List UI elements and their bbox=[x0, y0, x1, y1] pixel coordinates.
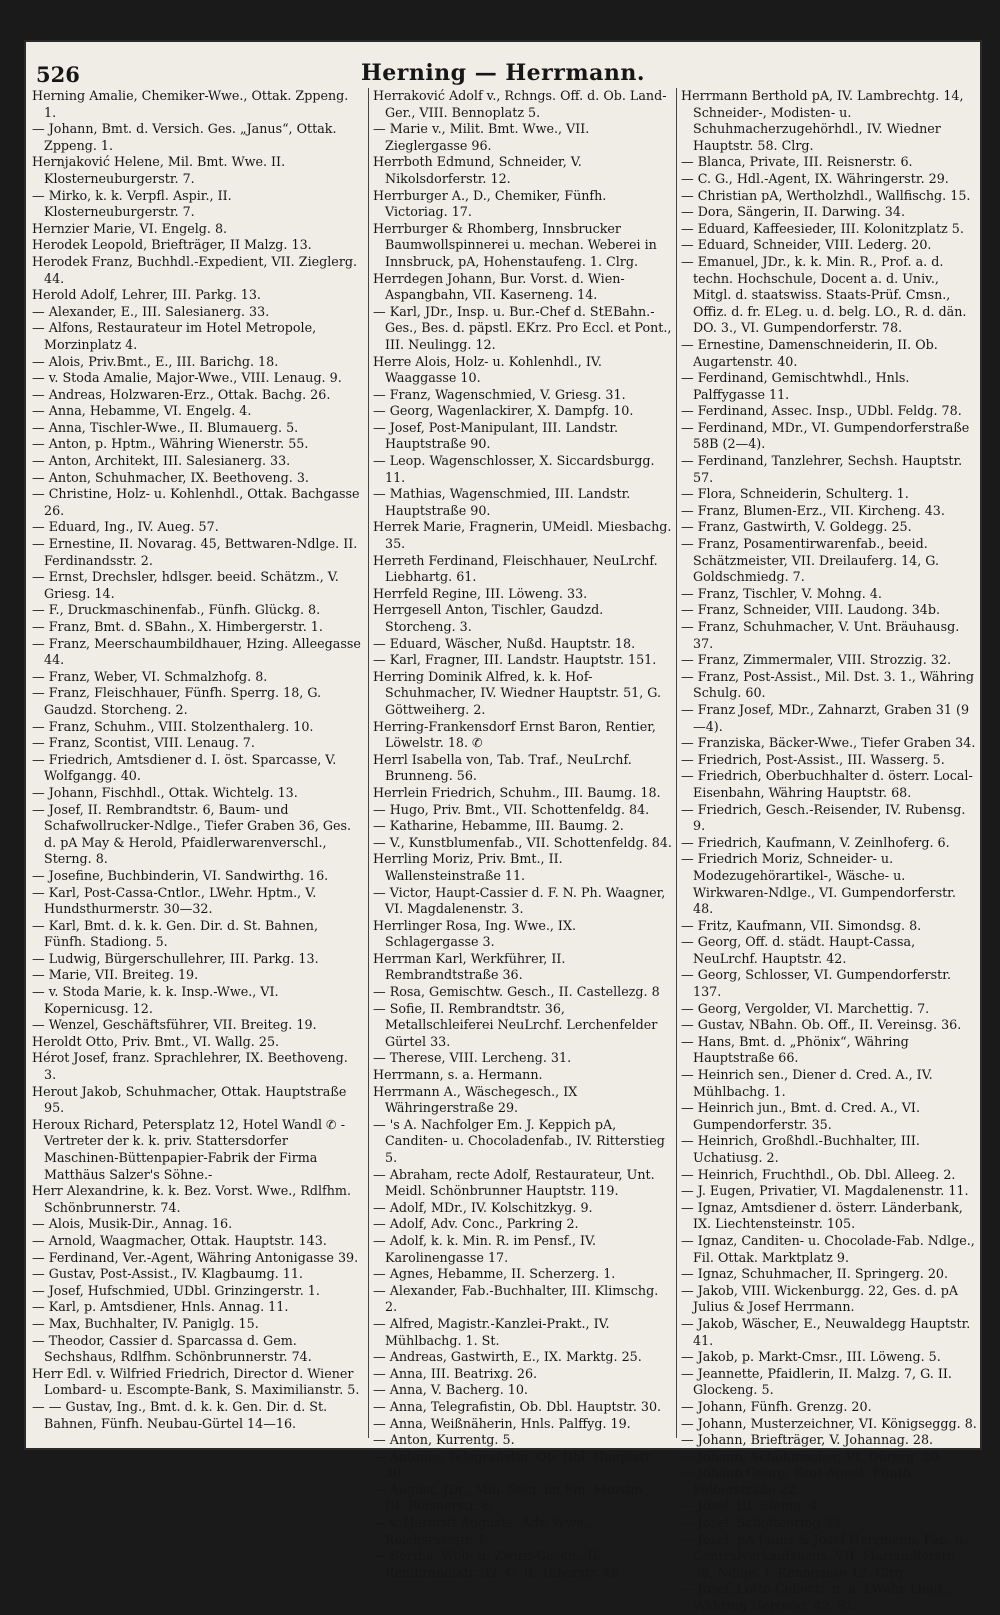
directory-entry: — v. Stoda Marie, k. k. Insp.-Wwe., VI. Kopernicusg. 12. bbox=[32, 984, 279, 1016]
directory-entry: — Anna, Hebamme, VI. Engelg. 4. bbox=[32, 403, 252, 419]
directory-entry: — Karl, JDr., Insp. u. Bur.-Chef d. StEBahn.-Ges., Bes. d. päpstl. EKrz. Pro Eccl. et Pont., III. Neulingg. 12. bbox=[373, 303, 672, 352]
directory-entry: — Karl, Post-Cassa-Cntlor., LWehr. Hptm., V. Hundsthurmerstr. 30—32. bbox=[32, 884, 317, 917]
directory-entry: — Jakob, p. Markt-Cmsr., III. Löweng. 5. bbox=[681, 1349, 941, 1365]
directory-entry: — Christian pA, Wertholzhdl., Wallfischg. 15. bbox=[681, 187, 971, 203]
directory-entry: — Hugo, Priv. Bmt., VII. Schottenfeldg. 84. bbox=[373, 801, 650, 817]
directory-entry: — Franziska, Bäcker-Wwe., Tiefer Graben 34. bbox=[681, 735, 976, 751]
directory-entry: — Johann, Fünfh. Grenzg. 20. bbox=[681, 1398, 872, 1414]
directory-entry: — Josefine, Buchbinderin, VI. Sandwirthg. 16. bbox=[32, 867, 329, 883]
directory-entry: — Ernestine, Damenschneiderin, II. Ob. Augartenstr. 40. bbox=[681, 336, 938, 369]
directory-entry: — Ernestine, II. Novarag. 45, Bettwaren-Ndlge. II. Ferdinandsstr. 2. bbox=[32, 536, 358, 568]
directory-entry: — Ludwig, Bürgerschullehrer, III. Parkg. 13. bbox=[32, 950, 319, 966]
page-title: Herning — Herrmann. bbox=[360, 60, 646, 86]
directory-entry: Heroux Richard, Petersplatz 12, Hotel Wandl ✆ -Vertreter der k. k. priv. Stattersdorfer Maschinen-Büttenpapier-Fabrik der Firma Matthäus Salzer's Söhne.- bbox=[32, 1116, 346, 1182]
directory-entry: — Franz, Weber, VI. Schmalzhofg. 8. bbox=[32, 668, 268, 684]
directory-entry: — Adolf, MDr., IV. Kolschitzkyg. 9. bbox=[373, 1199, 593, 1215]
directory-entry: Herrgesell Anton, Tischler, Gaudzd. Storcheng. 3. bbox=[373, 602, 604, 634]
directory-entry: — Franz, Posamentirwarenfab., beeid. Schätzmeister, VII. Dreilauferg. 14, G. Goldschmiedg. 7. bbox=[681, 536, 939, 585]
directory-entry: — Georg, Wagenlackirer, X. Dampfg. 10. bbox=[373, 403, 634, 419]
directory-entry: — Friedrich, Oberbuchhalter d. österr. Local-Eisenbahn, Währing Hauptstr. 68. bbox=[681, 768, 973, 800]
directory-entry: — Gustav, NBahn. Ob. Off., II. Vereinsg. 36. bbox=[681, 1017, 962, 1033]
directory-entry: — Franz, Bmt. d. SBahn., X. Himbergerstr. 1. bbox=[32, 619, 323, 634]
directory-entry: — Johann, Bmt. d. Versich. Ges. „Janus“, Ottak. Zppeng. 1. bbox=[32, 121, 337, 153]
directory-entry: Herring-Frankensdorf Ernst Baron, Rentier, Löwelstr. 18. ✆ bbox=[373, 718, 656, 751]
directory-entry: Herreth Ferdinand, Fleischhauer, NeuLrchf. Liebhartg. 61. bbox=[373, 552, 658, 585]
directory-entry: — Eduard, Ing., IV. Aueg. 57. bbox=[32, 519, 219, 535]
directory-entry: — Johann, Schuhmacher, VI. Dürerg. 20. bbox=[681, 1448, 943, 1464]
directory-entry: — Max, Buchhalter, IV. Paniglg. 15. bbox=[32, 1315, 259, 1331]
directory-entry: — Fritz, Kaufmann, VII. Simondsg. 8. bbox=[681, 917, 922, 933]
directory-entry: — V., Kunstblumenfab., VII. Schottenfeldg. 84. bbox=[373, 834, 672, 850]
directory-entry: Herout Jakob, Schuhmacher, Ottak. Hauptstraße 95. bbox=[32, 1083, 347, 1116]
directory-entry: — Heinrich jun., Bmt. d. Cred. A., VI. Gumpendorferstr. 35. bbox=[681, 1100, 920, 1132]
directory-entry: — Ferdinand, Tanzlehrer, Sechsh. Hauptstr. 57. bbox=[681, 453, 963, 485]
directory-entry: — Josef, pA Julius & Josef Herrmann, Fab. u. Centralverkaufshaus, VII. Mariahilferstr. 36, Ndlge. I. Renngasse 12. Clrg. bbox=[681, 1531, 968, 1580]
directory-entry: — Eduard, Schneider, VIII. Lederg. 20. bbox=[681, 237, 932, 253]
directory-entry: — J. Eugen, Privatier, VI. Magdalenenstr. 11. bbox=[681, 1183, 969, 1199]
directory-entry: Herrman Karl, Werkführer, II. Rembrandtstraße 36. bbox=[373, 950, 566, 983]
directory-entry: — Ferdinand, MDr., VI. Gumpendorferstraße 58B (2—4). bbox=[681, 419, 970, 452]
directory-entry: — Heinrich, Fruchthdl., Ob. Dbl. Alleeg. 2. bbox=[681, 1166, 956, 1182]
directory-entry: Herraković Adolf v., Rchngs. Off. d. Ob. Land-Ger., VIII. Bennoplatz 5. bbox=[373, 88, 667, 120]
directory-entry: — Johann, Briefträger, V. Johannag. 28. bbox=[681, 1432, 934, 1448]
directory-entry: Herrlinger Rosa, Ing. Wwe., IX. Schlagergasse 3. bbox=[373, 917, 577, 950]
directory-entry: — Franz, Tischler, V. Mohng. 4. bbox=[681, 585, 882, 601]
directory-entry: — August, JDr., Min. Secr. im Fin. Minstm., III. Reisnerstr. 6. bbox=[373, 1481, 651, 1514]
directory-entry: — Anton, Architekt, III. Salesianerg. 33. bbox=[32, 453, 291, 469]
directory-entry: Herrmann, s. a. Hermann. bbox=[373, 1067, 543, 1083]
directory-entry: — v. Hernritt Auguste, Adv. Wwe., Reichsratsstr. 1. bbox=[373, 1515, 592, 1547]
directory-entry: — Emanuel, JDr., k. k. Min. R., Prof. a. d. techn. Hochschule, Docent a. d. Univ., Mitgl. d. staatswiss. Staats-Prüf. Cmsn., Offiz. d. fr. ELeg. u. d. belg. LO., R. d. dän. DO. 3., VI. Gumpendorferstr. 78. bbox=[681, 253, 967, 336]
directory-entry: — Adolf, k. k. Min. R. im Pensf., IV. Karolinengasse 17. bbox=[373, 1232, 597, 1265]
directory-entry: — v. Stoda Amalie, Major-Wwe., VIII. Lenaug. 9. bbox=[32, 370, 342, 386]
directory-entry: — Leop. Wagenschlosser, X. Siccardsburgg. 11. bbox=[373, 453, 655, 485]
page-number: 526 bbox=[36, 62, 80, 87]
directory-entry: — Antonie, Telegrafistin, Ob. Dbl. Hauptstr. 30. bbox=[373, 1448, 654, 1481]
directory-entry: — Franz, Post-Assist., Mil. Dst. 3. 1., Währing Schulg. 60. bbox=[681, 668, 975, 701]
directory-entry: — Anna, Tischler-Wwe., II. Blumauerg. 5. bbox=[32, 419, 299, 435]
directory-entry: — Jakob, VIII. Wickenburgg. 22, Ges. d. pA Julius & Josef Herrmann. bbox=[681, 1282, 959, 1315]
directory-entry: — Adolf, Adv. Conc., Parkring 2. bbox=[373, 1216, 579, 1232]
directory-entry: — Anna, Weißnäherin, Hnls. Palffyg. 19. bbox=[373, 1415, 631, 1431]
directory-entry: Herr Alexandrine, k. k. Bez. Vorst. Wwe., Rdlfhm. Schönbrunnerstr. 74. bbox=[32, 1183, 351, 1215]
directory-entry: — Franz, Zimmermaler, VIII. Strozzig. 32. bbox=[681, 652, 952, 668]
directory-entry: Herold Adolf, Lehrer, III. Parkg. 13. bbox=[32, 287, 261, 303]
directory-entry: — Flora, Schneiderin, Schulterg. 1. bbox=[681, 486, 909, 502]
directory-entry: — Wenzel, Geschäftsführer, VII. Breiteg. 19. bbox=[32, 1017, 317, 1033]
directory-entry: — Josef, Schottenring 22. bbox=[681, 1515, 845, 1531]
directory-entry: — Ignaz, Canditen- u. Chocolade-Fab. Ndlge., Fil. Ottak. Marktplatz 9. bbox=[681, 1232, 975, 1265]
directory-entry: — Rosa, Gemischtw. Gesch., II. Castellezg. 8 bbox=[373, 984, 660, 1000]
directory-entry: — Alfons, Restaurateur im Hotel Metropole, Morzinplatz 4. bbox=[32, 320, 317, 352]
directory-entry: — Franz, Wagenschmied, V. Griesg. 31. bbox=[373, 386, 626, 402]
directory-entry: — Anna, Telegrafistin, Ob. Dbl. Hauptstr. 30. bbox=[373, 1398, 662, 1414]
directory-entry: — Josef, Post-Manipulant, III. Landstr. Hauptstraße 90. bbox=[373, 419, 619, 452]
directory-entry: — Franz, Schuhmacher, V. Unt. Bräuhausg. 37. bbox=[681, 619, 960, 651]
directory-entry: — — Gustav, Ing., Bmt. d. k. k. Gen. Dir. d. St. Bahnen, Fünfh. Neubau-Gürtel 14—16. bbox=[32, 1398, 328, 1431]
directory-entry: — Mirko, k. k. Verpfl. Aspir., II. Klosterneuburgerstr. 7. bbox=[32, 187, 232, 220]
directory-entry: — Georg, Vergolder, VI. Marchettig. 7. bbox=[681, 1000, 930, 1016]
directory-entry: Herrlein Friedrich, Schuhm., III. Baumg. 18. bbox=[373, 784, 661, 800]
directory-entry: — Georg, Off. d. städt. Haupt-Cassa, NeuLrchf. Hauptstr. 42. bbox=[681, 934, 916, 966]
directory-entry: Herning Amalie, Chemiker-Wwe., Ottak. Zppeng. 1. bbox=[32, 88, 349, 120]
directory-entry: Herrburger A., D., Chemiker, Fünfh. Victoriag. 17. bbox=[373, 187, 607, 220]
directory-entry: — Alfred, Magistr.-Kanzlei-Prakt., IV. Mühlbachg. 1. St. bbox=[373, 1315, 610, 1348]
directory-entry: — Andreas, Gastwirth, E., IX. Marktg. 25. bbox=[373, 1349, 642, 1365]
directory-entry: — Franz, Scontist, VIII. Lenaug. 7. bbox=[32, 735, 255, 751]
directory-entry: — C. G., Hdl.-Agent, IX. Währingerstr. 29. bbox=[681, 170, 949, 186]
directory-entry: — Johann Georg, Brot-Agent, Fünfh. Felberstraße 22. bbox=[681, 1465, 915, 1497]
directory-entry: Hernzier Marie, VI. Engelg. 8. bbox=[32, 220, 228, 236]
directory-entry: — Johann, Fischhdl., Ottak. Wichtelg. 13. bbox=[32, 784, 298, 800]
directory-entry: — Christine, Holz- u. Kohlenhdl., Ottak. Bachgasse 26. bbox=[32, 486, 360, 518]
directory-entry: — Franz, Gastwirth, V. Goldegg. 25. bbox=[681, 519, 912, 535]
directory-entry: Herrboth Edmund, Schneider, V. Nikolsdorferstr. 12. bbox=[373, 154, 582, 186]
directory-entry: — Franz, Schuhm., VIII. Stolzenthalerg. 10. bbox=[32, 718, 314, 734]
directory-entry: — Andreas, Holzwaren-Erz., Ottak. Bachg. 26. bbox=[32, 386, 331, 402]
directory-entry: — Karl, p. Amtsdiener, Hnls. Annag. 11. bbox=[32, 1299, 289, 1315]
directory-entry: — Dora, Sängerin, II. Darwing. 34. bbox=[681, 204, 905, 220]
directory-entry: — Blanca, Private, III. Reisnerstr. 6. bbox=[681, 154, 913, 170]
directory-entry: — Therese, VIII. Lercheng. 31. bbox=[373, 1050, 572, 1066]
directory-entry: — Jeannette, Pfaidlerin, II. Malzg. 7, G. II. Glockeng. 5. bbox=[681, 1365, 952, 1398]
directory-entry: Herrburger & Rhomberg, Innsbrucker Baumwollspinnerei u. mechan. Weberei in Innsbruck, pA, Hohenstaufeng. 1. Clrg. bbox=[373, 220, 657, 269]
column-right bbox=[676, 88, 979, 1614]
directory-entry: — Eduard, Wäscher, Nußd. Hauptstr. 18. bbox=[373, 635, 636, 651]
directory-entry: — Ferdinand, Ver.-Agent, Währing Antonigasse 39. bbox=[32, 1249, 359, 1265]
directory-entry: — Anna, V. Bacherg. 10. bbox=[373, 1382, 528, 1398]
directory-entry: — Alois, Priv.Bmt., E., III. Barichg. 18. bbox=[32, 353, 279, 369]
column-left bbox=[32, 88, 362, 1438]
directory-entry: — Franz Josef, MDr., Zahnarzt, Graben 31 (9—4). bbox=[681, 701, 970, 734]
directory-entry: — Bertha, Woll- u. Zwirn-Gesch., II. Rembrandtstr. 32, G. II. Taborstr. 48. bbox=[373, 1548, 624, 1580]
directory-columns bbox=[32, 88, 977, 1614]
directory-entry: — Johann, Musterzeichner, VI. Königseggg. 8. bbox=[681, 1415, 977, 1431]
directory-entry: Herrl Isabella von, Tab. Traf., NeuLrchf. Brunneng. 56. bbox=[373, 751, 632, 784]
directory-entry: — Ignaz, Amtsdiener d. österr. Länderbank, IX. Liechtensteinstr. 105. bbox=[681, 1199, 963, 1232]
directory-entry: — Heinrich sen., Diener d. Cred. A., IV. Mühlbachg. 1. bbox=[681, 1067, 933, 1099]
directory-entry: Herring Dominik Alfred, k. k. Hof-Schuhmacher, IV. Wiedner Hauptstr. 51, G. Göttweiherg. 2. bbox=[373, 668, 662, 717]
directory-entry: — Anton, Kurrentg. 5. bbox=[373, 1432, 515, 1448]
directory-entry: — Alexander, Fab.-Buchhalter, III. Klimschg. 2. bbox=[373, 1282, 659, 1315]
directory-entry: — Josef, II. Rembrandtstr. 6, Baum- und Schafwollrucker-Ndlge., Tiefer Graben 36, Ges. d. pA May & Herold, Pfaidlerwarenverschl., Sterng. 8. bbox=[32, 801, 352, 867]
directory-entry: Herrling Moriz, Priv. Bmt., II. Wallensteinstraße 11. bbox=[373, 851, 563, 883]
directory-entry: — Friedrich, Kaufmann, V. Zeinlhoferg. 6. bbox=[681, 834, 950, 850]
directory-entry: — Victor, Haupt-Cassier d. F. N. Ph. Waagner, VI. Magdalenenstr. 3. bbox=[373, 884, 666, 917]
directory-entry: — Josef, Lotto-Collect., n. a. LWehr-Lieut., Währing Herreng. 42. St. bbox=[681, 1581, 951, 1614]
directory-entry: — Karl, Bmt. d. k. k. Gen. Dir. d. St. Bahnen, Fünfh. Stadiong. 5. bbox=[32, 917, 319, 950]
directory-entry: — Eduard, Kaffeesieder, III. Kolonitzplatz 5. bbox=[681, 220, 964, 236]
directory-entry: — Abraham, recte Adolf, Restaurateur, Unt. Meidl. Schönbrunner Hauptstr. 119. bbox=[373, 1166, 655, 1199]
directory-entry: — Ferdinand, Assec. Insp., UDbl. Feldg. 78. bbox=[681, 403, 962, 419]
directory-entry: — Sofie, II. Rembrandtstr. 36, Metallschleiferei NeuLrchf. Lerchenfelder Gürtel 33. bbox=[373, 1000, 658, 1049]
directory-entry: Herrmann A., Wäschegesch., IX Währingerstraße 29. bbox=[373, 1083, 578, 1116]
directory-entry: Herrdegen Johann, Bur. Vorst. d. Wien-Aspangbahn, VII. Kaserneng. 14. bbox=[373, 270, 625, 303]
directory-entry: — Friedrich, Post-Assist., III. Wasserg. 5. bbox=[681, 751, 945, 767]
directory-entry: — 's A. Nachfolger Em. J. Keppich pA, Canditen- u. Chocoladenfab., IV. Ritterstieg 5. bbox=[373, 1116, 665, 1165]
directory-entry: — Heinrich, Großhdl.-Buchhalter, III. Uchatiusg. 2. bbox=[681, 1133, 920, 1165]
directory-entry: — Alois, Musik-Dir., Annag. 16. bbox=[32, 1216, 233, 1232]
directory-entry: Heroldt Otto, Priv. Bmt., VI. Wallg. 25. bbox=[32, 1033, 280, 1049]
directory-entry: — Ferdinand, Gemischtwhdl., Hnls. Palffygasse 11. bbox=[681, 370, 910, 402]
directory-entry: — Friedrich, Amtsdiener d. I. öst. Sparcasse, V. Wolfgangg. 40. bbox=[32, 751, 337, 784]
directory-entry: — Mathias, Wagenschmied, III. Landstr. Hauptstraße 90. bbox=[373, 486, 631, 518]
directory-entry: — F., Druckmaschinenfab., Fünfh. Glückg. 8. bbox=[32, 602, 321, 618]
directory-entry: — Hans, Bmt. d. „Phönix“, Währing Hauptstraße 66. bbox=[681, 1033, 909, 1066]
directory-entry: Herodek Leopold, Briefträger, II Malzg. 13. bbox=[32, 237, 312, 253]
directory-entry: — Georg, Schlosser, VI. Gumpendorferstr. 137. bbox=[681, 967, 951, 1000]
directory-entry: Herrfeld Regine, III. Löweng. 33. bbox=[373, 585, 588, 601]
directory-entry: — Karl, Fragner, III. Landstr. Hauptstr. 151. bbox=[373, 652, 657, 668]
directory-entry: Herrmann Berthold pA, IV. Lambrechtg. 14, Schneider-, Modisten- u. Schuhmacherzugehörhdl., IV. Wiedner Hauptstr. 58. Clrg. bbox=[681, 88, 964, 153]
directory-entry: — Ernst, Drechsler, hdlsger. beeid. Schätzm., V. Griesg. 14. bbox=[32, 569, 339, 601]
directory-entry: — Arnold, Waagmacher, Ottak. Hauptstr. 143. bbox=[32, 1232, 327, 1248]
directory-entry: Herre Alois, Holz- u. Kohlenhdl., IV. Waaggasse 10. bbox=[373, 353, 602, 386]
directory-entry: — Theodor, Cassier d. Sparcassa d. Gem. Sechshaus, Rdlfhm. Schönbrunnerstr. 74. bbox=[32, 1332, 312, 1365]
directory-entry: Herrek Marie, Fragnerin, UMeidl. Miesbachg. 35. bbox=[373, 519, 672, 552]
directory-entry: — Friedrich Moriz, Schneider- u. Modezugehörartikel-, Wäsche- u. Wirkwaren-Ndlge., VI. Gumpendorferstr. 48. bbox=[681, 851, 956, 917]
directory-entry: — Alexander, E., III. Salesianerg. 33. bbox=[32, 303, 270, 319]
directory-entry: Hernjaković Helene, Mil. Bmt. Wwe. II. Klosterneuburgerstr. 7. bbox=[32, 154, 286, 186]
directory-entry: — Ignaz, Schuhmacher, II. Springerg. 20. bbox=[681, 1266, 949, 1282]
directory-entry: — Josef, Hufschmied, UDbl. Grinzingerstr. 1. bbox=[32, 1282, 320, 1298]
directory-entry: — Katharine, Hebamme, III. Baumg. 2. bbox=[373, 818, 624, 834]
directory-entry: Hérot Josef, franz. Sprachlehrer, IX. Beethoveng. 3. bbox=[32, 1050, 348, 1083]
column-middle bbox=[368, 88, 673, 1580]
directory-entry: — Anton, Schuhmacher, IX. Beethoveng. 3. bbox=[32, 469, 309, 485]
directory-entry: — Marie, VII. Breiteg. 19. bbox=[32, 967, 199, 983]
directory-entry: — Franz, Blumen-Erz., VII. Kircheng. 43. bbox=[681, 502, 945, 518]
directory-entry: — Anna, III. Beatrixg. 26. bbox=[373, 1365, 538, 1381]
directory-entry: Herr Edl. v. Wilfried Friedrich, Director d. Wiener Lombard- u. Escompte-Bank, S. Maximilianstr. 5. bbox=[32, 1365, 360, 1398]
directory-entry: — Marie v., Milit. Bmt. Wwe., VII. Zieglergasse 96. bbox=[373, 121, 590, 153]
directory-entry: — Agnes, Hebamme, II. Scherzerg. 1. bbox=[373, 1266, 616, 1282]
directory-entry: — Friedrich, Gesch.-Reisender, IV. Rubensg. 9. bbox=[681, 801, 966, 834]
page-header bbox=[24, 54, 982, 87]
directory-entry: — Franz, Schneider, VIII. Laudong. 34b. bbox=[681, 602, 940, 618]
directory-page bbox=[24, 40, 982, 1614]
directory-entry: — Josef, III. Steing. 4. bbox=[681, 1498, 822, 1514]
directory-entry: — Franz, Fleischhauer, Fünfh. Sperrg. 18, G. Gaudzd. Storcheng. 2. bbox=[32, 685, 322, 717]
directory-entry: — Franz, Meerschaumbildhauer, Hzing. Alleegasse 44. bbox=[32, 635, 361, 668]
directory-entry: — Jakob, Wäscher, E., Neuwaldegg Hauptstr. 41. bbox=[681, 1315, 971, 1348]
directory-entry: — Anton, p. Hptm., Währing Wienerstr. 55. bbox=[32, 436, 309, 452]
directory-entry: — Gustav, Post-Assist., IV. Klagbaumg. 11. bbox=[32, 1266, 303, 1282]
directory-entry: Herodek Franz, Buchhdl.-Expedient, VII. Zieglerg. 44. bbox=[32, 253, 358, 286]
